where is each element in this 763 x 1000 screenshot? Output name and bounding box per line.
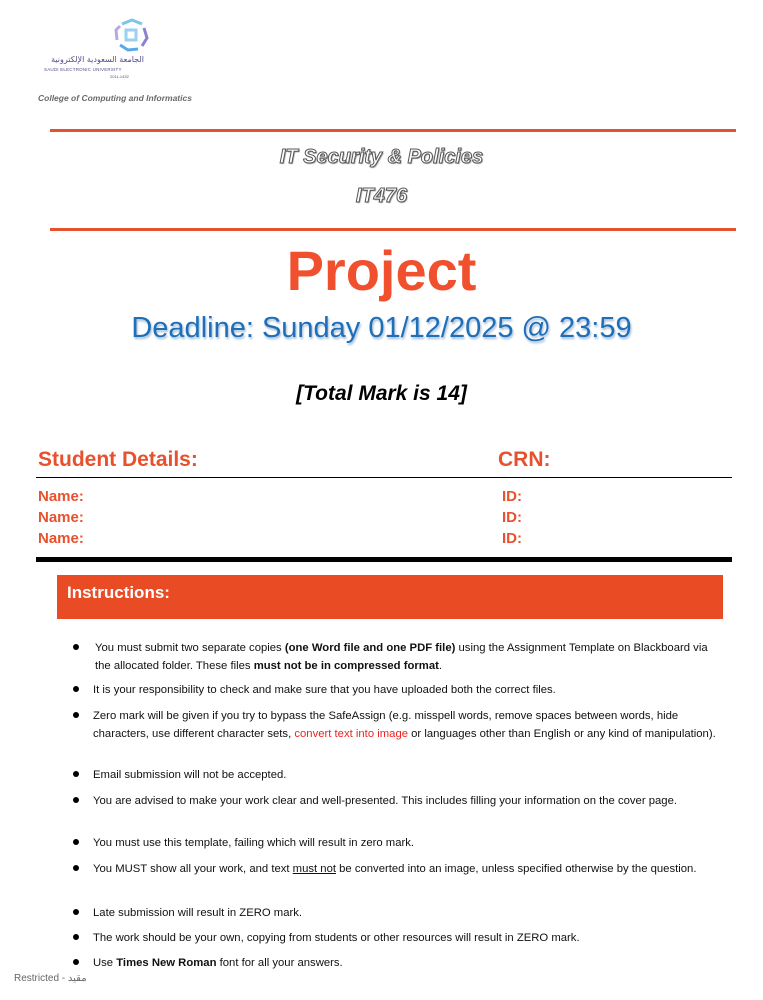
bullet-icon [73,644,79,650]
bullet-icon [73,959,79,965]
list-item: Zero mark will be given if you try to bypass the SafeAssign (e.g. misspell words, remove spaces between words, hide characters, use different character sets, convert text into image or languages other than English or any kind of manipulation). [93,710,716,740]
university-logo [40,18,160,84]
id-label-3: ID: [502,530,522,547]
bullet-icon [73,934,79,940]
list-item: You are advised to make your work clear and well-presented. This includes filling your information on the cover page. [93,795,677,807]
deadline-text: Deadline: Sunday 01/12/2025 @ 23:59 [131,312,632,344]
bullet-icon [73,839,79,845]
list-item: It is your responsibility to check and make sure that you have uploaded both the correct files. [93,684,556,696]
top-divider [50,129,736,132]
list-item: You must use this template, failing which will result in zero mark. [93,837,415,849]
bullet-icon [73,909,79,915]
id-label-2: ID: [502,509,522,526]
crn-label: CRN: [498,448,551,471]
logo-english-text: SAUDI ELECTRONIC UNIVERSITY [44,67,122,72]
list-item: Email submission will not be accepted. [93,769,287,781]
list-item: Late submission will result in ZERO mark. [93,907,303,919]
list-item: You must submit two separate copies (one Word file and one PDF file) using the Assignment Template on Blackboard via the allocated folder. These files must not be in compressed format. [95,642,708,672]
list-item: The work should be your own, copying from students or other resources will result in ZERO mark. [93,932,580,944]
name-label-3: Name: [38,530,84,547]
bottom-divider [50,228,736,231]
bullet-icon [73,771,79,777]
id-label-1: ID: [502,488,522,505]
section-divider [36,557,732,562]
instructions-header [57,575,723,619]
name-label-1: Name: [38,488,84,505]
name-label-2: Name: [38,509,84,526]
student-details-label: Student Details: [38,448,198,471]
bullet-icon [73,686,79,692]
restricted-label: Restricted - مقيد [14,973,87,984]
details-divider [36,477,732,478]
bullet-icon [73,712,79,718]
bullet-icon [73,797,79,803]
list-item: Use Times New Roman font for all your answers. [93,957,343,969]
list-item: You MUST show all your work, and text must not be converted into an image, unless specified otherwise by the question. [93,863,697,875]
logo-arabic-text: الجامعة السعودية الإلكترونية [51,55,144,64]
page-title: Project [286,239,477,302]
college-name: College of Computing and Informatics [38,93,192,103]
university-emblem-icon [114,18,150,52]
total-mark: [Total Mark is 14] [296,382,467,405]
bullet-icon [73,865,79,871]
course-code: IT476 [355,185,408,207]
logo-years-text: 2011-1432 [110,74,129,79]
course-title: IT Security & Policies [279,146,484,168]
instructions-title: Instructions: [67,583,170,602]
